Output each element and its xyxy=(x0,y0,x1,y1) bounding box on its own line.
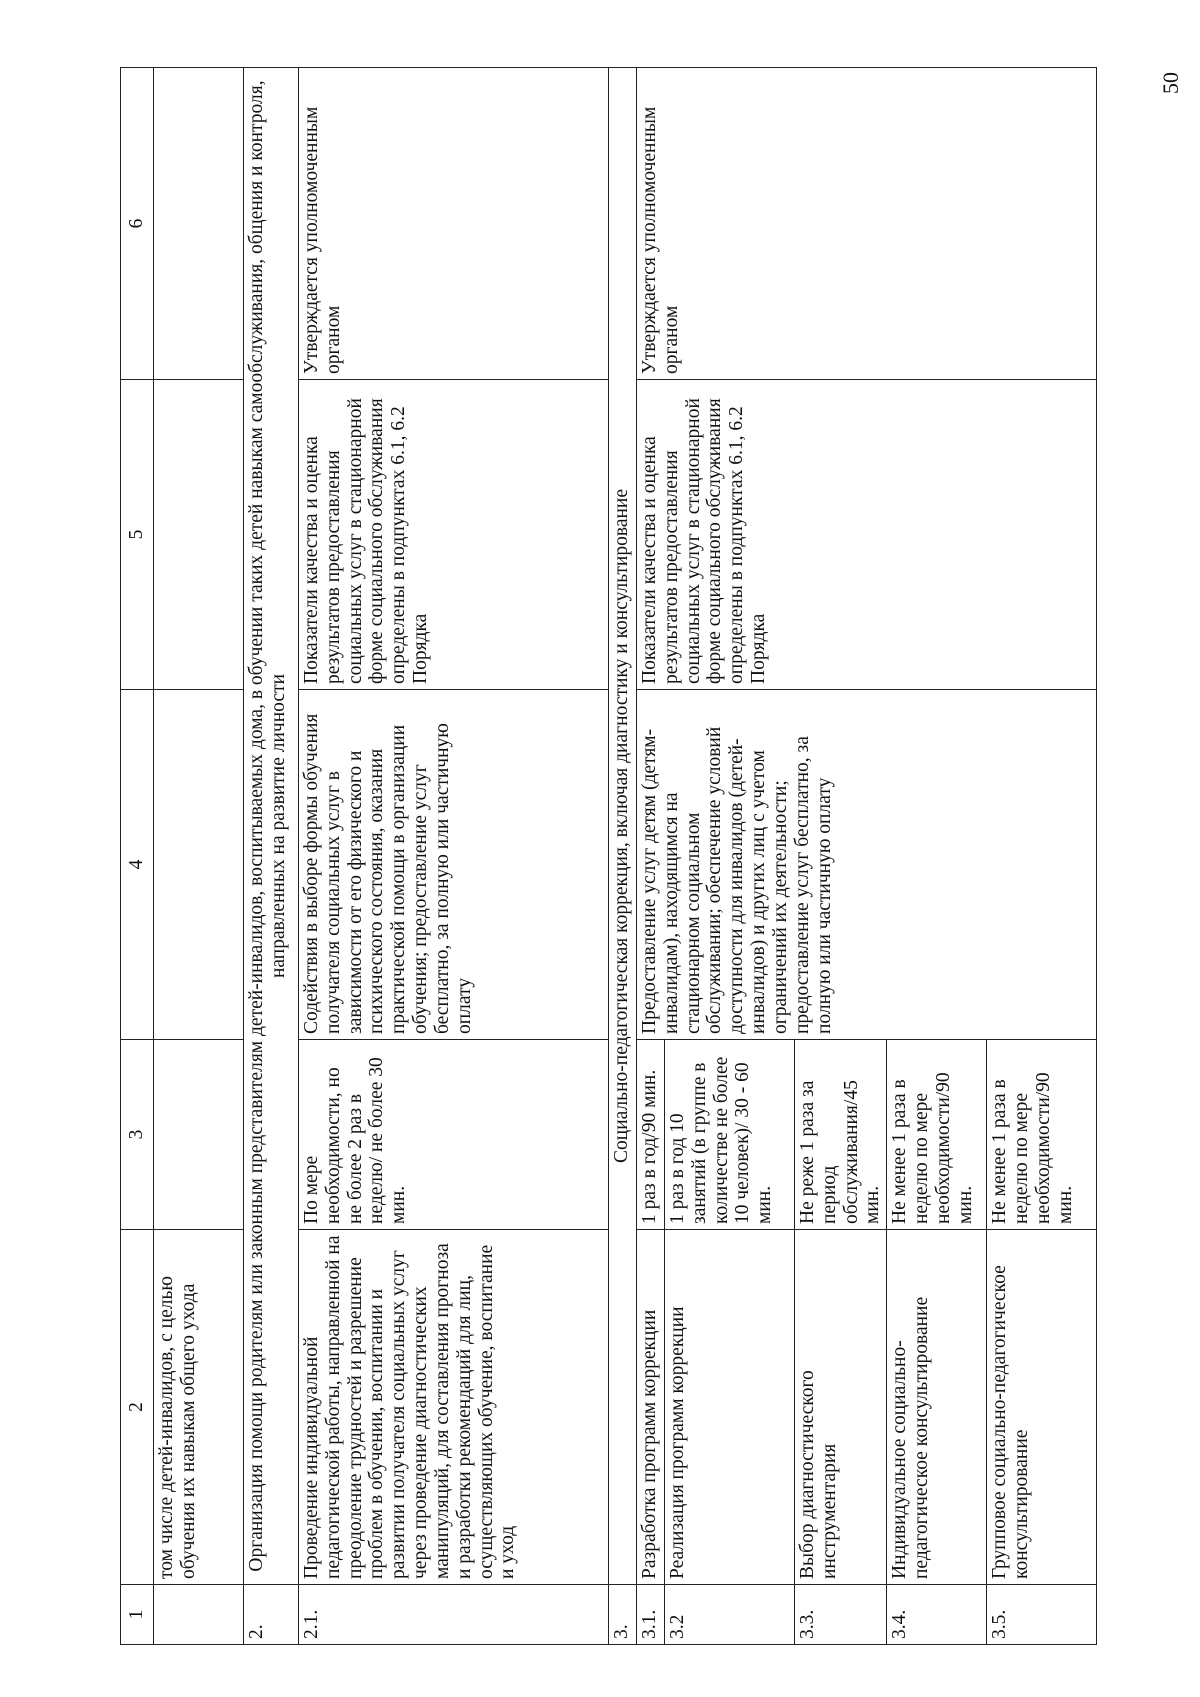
page-number: 50 xyxy=(1158,72,1183,94)
header-cell: 1 xyxy=(121,1585,154,1645)
row-number: 3.5. xyxy=(987,1585,1097,1645)
cell-name: Индивидуальное социально-педагогическое консультирование xyxy=(887,1230,987,1585)
services-table xyxy=(120,67,1097,1645)
header-cell: 2 xyxy=(121,1230,154,1585)
rotated-content xyxy=(120,68,1085,1645)
cell-volume: Не менее 1 раза в неделю по мере необходимости/90 мин. xyxy=(987,1040,1097,1230)
cell-volume: По мере необходимости, но не более 2 раз в неделю/ не более 30 мин. xyxy=(299,1040,609,1230)
cell-empty xyxy=(154,380,244,690)
cell-empty xyxy=(154,690,244,1040)
cell-volume: 1 раз в год 10 занятий (в группе в количестве не более 10 человек)/ 30 - 60 мин. xyxy=(665,1040,795,1230)
section-title: Организация помощи родителям или законным представителям детей-инвалидов, воспитываемых дома, в обучении таких детей навыкам самообслуживания, общения и контроля, направленных на развитие личности xyxy=(244,68,299,1585)
header-cell: 4 xyxy=(121,690,154,1040)
cell-empty xyxy=(154,68,244,380)
section-number: 3. xyxy=(609,1585,637,1645)
cell-name: Реализация программ коррекции xyxy=(665,1230,795,1585)
cell-name: Групповое социально-педагогическое консультирование xyxy=(987,1230,1097,1585)
section-title: Социально-педагогическая коррекция, включая диагностику и консультирование xyxy=(609,68,637,1585)
row-number: 3.1. xyxy=(637,1585,665,1645)
cell-name: Разработка программ коррекции xyxy=(637,1230,665,1585)
rotated-page-frame xyxy=(120,68,1085,1645)
row-number: 3.2 xyxy=(665,1585,795,1645)
cell-empty xyxy=(154,1040,244,1230)
section-number: 2. xyxy=(244,1585,299,1645)
cell-conditions: Содействия в выборе формы обучения получателя социальных услуг в зависимости от его физического и психического состояния, оказания практической помощи в организации обучения; предоставление услуг бесплатно, за полную или частичную оплату xyxy=(299,690,609,1040)
cell-volume: Не менее 1 раза в неделю по мере необходимости/90 мин. xyxy=(887,1040,987,1230)
section-row-2 xyxy=(244,68,299,1645)
cell-empty xyxy=(154,1585,244,1645)
cell-name: том числе детей-инвалидов, с целью обучения их навыкам общего ухода xyxy=(154,1230,244,1585)
cell-tariff: Утверждается уполномоченным органом xyxy=(637,68,1097,380)
table-row xyxy=(299,68,609,1645)
continuation-row xyxy=(154,68,244,1645)
header-cell: 3 xyxy=(121,1040,154,1230)
header-cell: 6 xyxy=(121,68,154,380)
header-cell: 5 xyxy=(121,380,154,690)
table-row xyxy=(637,68,665,1645)
row-number: 3.3. xyxy=(795,1585,887,1645)
cell-volume: Не реже 1 раза за период обслуживания/45 мин. xyxy=(795,1040,887,1230)
cell-quality: Показатели качества и оценка результатов предоставления социальных услуг в стационарной форме социального обслуживания определены в подпунктах 6.1, 6.2 Порядка xyxy=(637,380,1097,690)
section-row-3 xyxy=(609,68,637,1645)
row-number: 2.1. xyxy=(299,1585,609,1645)
row-number: 3.4. xyxy=(887,1585,987,1645)
cell-conditions: Предоставление услуг детям (детям-инвалидам), находящимся на стационарном социальном обслуживании; обеспечение условий доступности для инвалидов (детей-инвалидов) и других лиц с учетом ограничений их деятельности; предоставление услуг бесплатно, за полную или частичную оплату xyxy=(637,690,1097,1040)
cell-tariff: Утверждается уполномоченным органом xyxy=(299,68,609,380)
cell-name: Выбор диагностического инструментария xyxy=(795,1230,887,1585)
header-row xyxy=(121,68,154,1645)
cell-volume: 1 раз в год/90 мин. xyxy=(637,1040,665,1230)
cell-name: Проведение индивидуальной педагогической работы, направленной на преодоление трудностей и разрешение проблем в обучении, воспитании и развитии получателя социальных услуг через проведение диагностических манипуляций, для составления прогноза и разработки рекомендаций для лиц, осуществляющих обучение, воспитание и уход xyxy=(299,1230,609,1585)
cell-quality: Показатели качества и оценка результатов предоставления социальных услуг в стационарной форме социального обслуживания определены в подпунктах 6.1, 6.2 Порядка xyxy=(299,380,609,690)
